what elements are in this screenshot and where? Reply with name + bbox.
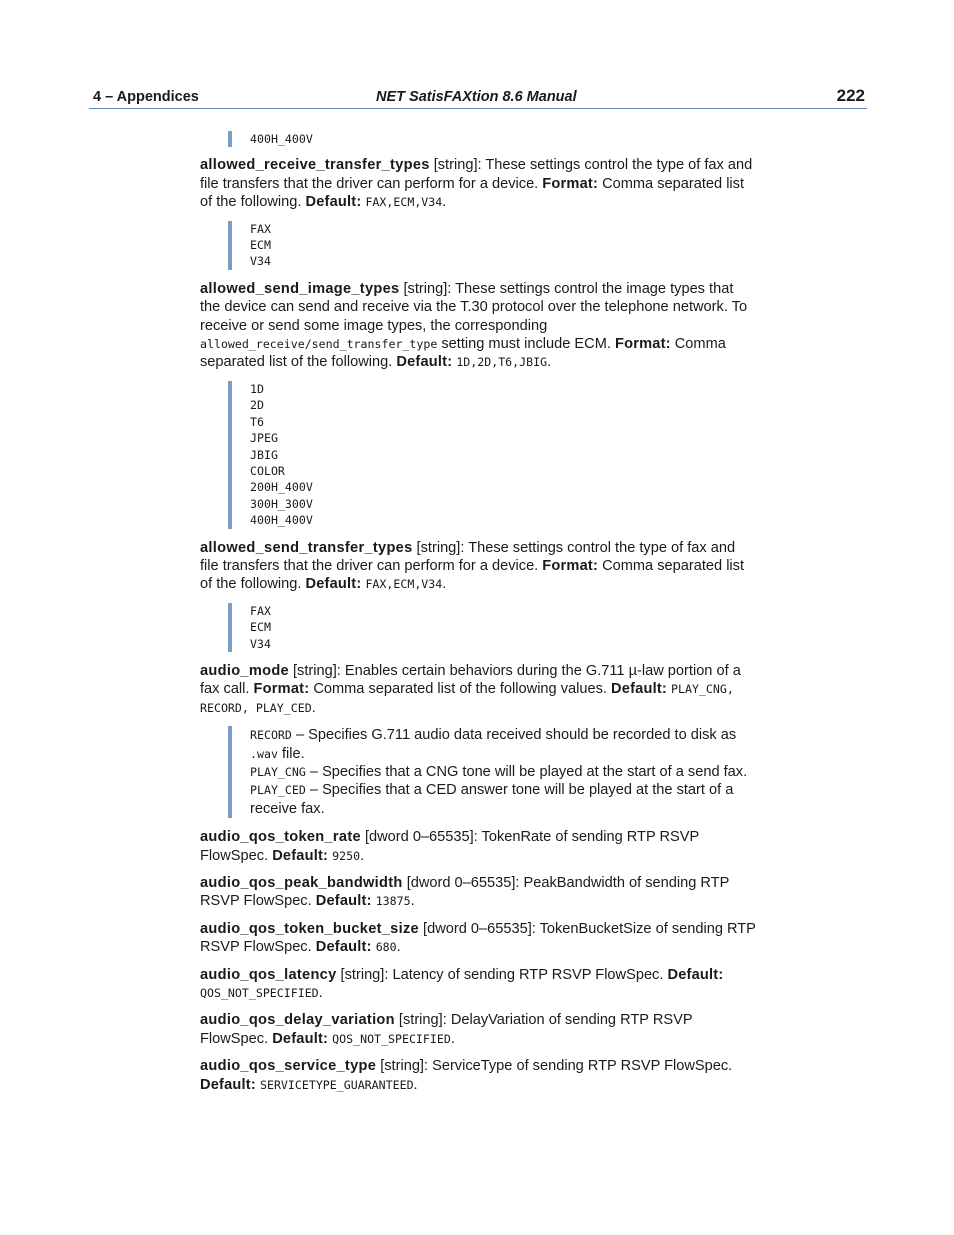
document-title: NET SatisFAXtion 8.6 Manual [376,89,577,105]
parameter-name: audio_qos_latency [200,966,337,983]
parameter-name: audio_qos_token_bucket_size [200,920,419,937]
default-value: QOS_NOT_SPECIFIED [332,1031,451,1046]
code-list-item: 200H_400V [250,480,313,495]
format-text: Comma separated list of the following. [200,175,745,211]
format-text: Comma separated list of the following values. [309,681,612,698]
default-value: 1D,2D,T6,JBIG [456,355,548,370]
value-text: – Specifies that a CNG tone will be played at the start of a send fax. [305,764,748,780]
code-list-item: 400H_400V [250,132,313,146]
code-list-item: ECM [250,238,271,253]
parameter-description: allowed_send_transfer_types [string]: These settings control the type of fax and file transfers that the driver can perform for a device. Format: Comma separated list of the following. Default: FAX,ECM,V34. [200,539,745,593]
code-list-item: T6 [250,414,264,429]
default-value: 13875 [375,894,411,909]
default-label: Default: [272,1030,329,1047]
format-label: Format: [253,681,310,698]
default-value: QOS_NOT_SPECIFIED [200,986,319,1001]
code-list-item: ECM [250,620,271,635]
parameter-description: audio_qos_delay_variation [string]: DelayVariation of sending RTP RSVP FlowSpec. Default: QOS_NOT_SPECIFIED. [200,1012,693,1047]
code-list-item: COLOR [250,463,285,478]
page-header [89,87,867,109]
code-list-item: V34 [250,636,271,651]
code-list-item: 1D [250,381,264,396]
parameter-description: allowed_send_image_types [string]: These settings control the image types that the device can send and receive via the T.30 protocol over the telephone network. To receive or send some image types, the corresponding allowed_receive/send_transfer_type setting must include ECM. Format: Comma separated list of the following. Default: 1D,2D,T6,JBIG. [200,280,748,371]
value-description [250,763,756,781]
value-code: .wav [250,746,278,761]
default-label: Default: [272,847,329,864]
default-label: Default: [611,681,667,698]
code-list [228,381,756,529]
value-code: PLAY_CED [250,783,306,798]
code-list-item: FAX [250,221,271,236]
page-body [200,131,756,1103]
parameter-name: allowed_receive_transfer_types [200,157,430,174]
format-text: Comma separated list of the following. [200,557,745,593]
parameter-desc-text: [string]: Latency of sending RTP RSVP FlowSpec. [336,966,668,983]
code-list [228,221,756,270]
parameter-desc-text: [string]: ServiceType of sending RTP RSVP FlowSpec. [376,1058,733,1075]
parameter-name: audio_qos_token_rate [200,829,361,846]
default-value: 680 [375,940,397,955]
parameter-desc-text: [string]: Enables certain behaviors during the G.711 µ-law portion of a fax call. [200,662,741,698]
code-list-item: 300H_300V [250,496,313,511]
code-list-item: JPEG [250,431,278,446]
parameter-desc-text: setting must include ECM. [437,336,615,353]
chapter-title: 4 – Appendices [93,89,199,105]
value-code: RECORD [250,728,292,743]
default-value: FAX,ECM,V34 [365,195,443,210]
parameter-desc-text: [string]: These settings control the image types that the device can send and receive via the T.30 protocol over the telephone network. To receive or send some image types, the corresponding [200,280,748,334]
parameter-description: audio_qos_peak_bandwidth [dword 0–65535]: PeakBandwidth of sending RTP RSVP FlowSpec. Default: 13875. [200,875,730,910]
default-label: Default: [667,966,724,983]
inline-code: allowed_receive/send_transfer_type [200,337,438,352]
parameter-desc-text: [string]: DelayVariation of sending RTP RSVP FlowSpec. [200,1012,693,1047]
default-label: Default: [315,893,372,910]
default-label: Default: [315,939,372,956]
value-text: file. [277,745,305,762]
parameter-description: audio_qos_latency [string]: Latency of sending RTP RSVP FlowSpec. Default: QOS_NOT_SPECIFIED. [200,966,724,1002]
parameter-name: audio_qos_service_type [200,1058,377,1075]
parameter-description: allowed_receive_transfer_types [string]: These settings control the type of fax and file transfers that the driver can perform for a device. Format: Comma separated list of the following. Default: FAX,ECM,V34. [200,157,753,211]
parameter-description: audio_qos_token_bucket_size [dword 0–65535]: TokenBucketSize of sending RTP RSVP FlowSpec. Default: 680. [200,920,756,956]
value-description [250,781,756,818]
default-label: Default: [305,576,362,593]
parameter-desc-text: [dword 0–65535]: TokenRate of sending RTP RSVP FlowSpec. [200,829,699,864]
format-label: Format: [614,336,671,353]
parameter-desc-text: [dword 0–65535]: PeakBandwidth of sending RTP RSVP FlowSpec. [200,875,730,910]
default-value: PLAY_CNG, RECORD, PLAY_CED [200,682,734,715]
default-value: SERVICETYPE_GUARANTEED [259,1077,414,1092]
default-value: FAX,ECM,V34 [365,577,443,592]
parameter-desc-text: [string]: These settings control the type of fax and file transfers that the driver can perform for a device. [200,157,753,192]
value-description [250,726,756,763]
format-text: Comma separated list of the following. [200,336,726,371]
parameter-name: audio_qos_peak_bandwidth [200,875,403,892]
page-number: 222 [836,86,865,105]
parameter-description: audio_mode [string]: Enables certain behaviors during the G.711 µ-law portion of a fax call. Format: Comma separated list of the following values. Default: PLAY_CNG, RECORD, PLAY_CED. [200,662,741,716]
code-list [228,131,756,147]
parameter-name: allowed_send_image_types [200,280,400,297]
parameter-name: audio_mode [200,662,289,679]
default-label: Default: [200,1076,256,1093]
value-code: PLAY_CNG [250,765,306,779]
code-list-item: 2D [250,398,264,413]
default-value: 9250 [332,848,361,863]
format-label: Format: [542,557,599,574]
format-label: Format: [542,175,599,192]
code-list-item: V34 [250,254,271,269]
parameter-name: audio_qos_delay_variation [200,1012,395,1029]
parameter-desc-text: [dword 0–65535]: TokenBucketSize of sending RTP RSVP FlowSpec. [200,920,756,956]
value-text: – Specifies that a CED answer tone will be played at the start of a receive fax. [250,782,734,817]
default-label: Default: [396,354,453,371]
code-list [228,603,756,652]
default-label: Default: [305,194,362,211]
value-description-list [228,726,756,818]
parameter-description: audio_qos_service_type [string]: ServiceType of sending RTP RSVP FlowSpec. Default: SERVICETYPE_GUARANTEED. [200,1058,733,1093]
code-list-item: JBIG [250,447,278,462]
value-text: – Specifies G.711 audio data received should be recorded to disk as [291,727,737,744]
parameter-desc-text: [string]: These settings control the type of fax and file transfers that the driver can perform for a device. [200,539,736,574]
parameter-description: audio_qos_token_rate [dword 0–65535]: TokenRate of sending RTP RSVP FlowSpec. Default: 9250. [200,829,699,864]
parameter-name: allowed_send_transfer_types [200,539,413,556]
code-list-item: FAX [250,603,271,618]
code-list-item: 400H_400V [250,513,313,528]
